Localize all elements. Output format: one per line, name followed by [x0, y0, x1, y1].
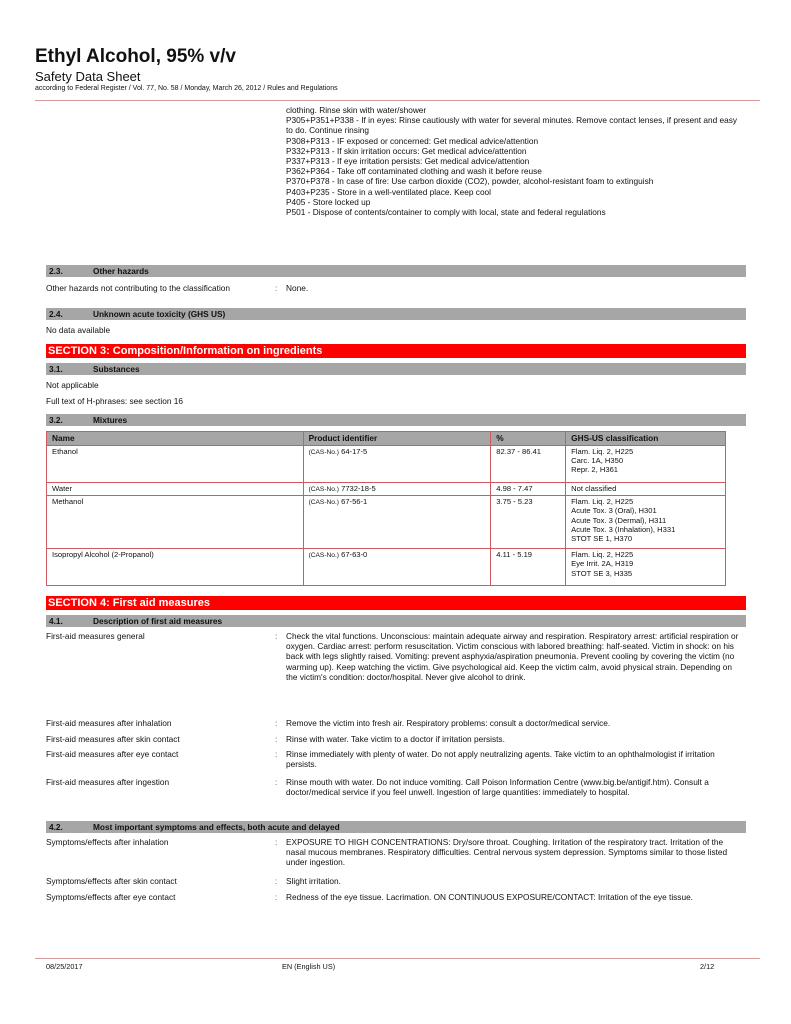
subsection-title: Unknown acute toxicity (GHS US) [93, 309, 226, 319]
subsection-title: Most important symptoms and effects, both acute and delayed [93, 822, 340, 832]
ghs-classification: Flam. Liq. 2, H225 Eye Irrit. 2A, H319 STOT SE 3, H335 [566, 549, 726, 586]
subsection-header-4-1 [46, 615, 746, 627]
cas-number: (CAS-No.) 7732-18-5 [303, 483, 491, 496]
percent-range: 4.98 - 7.47 [491, 483, 566, 496]
other-hazards-value: None. [286, 283, 309, 293]
symptoms-value: Redness of the eye tissue. Lacrimation. ON CONTINUOUS EXPOSURE/CONTACT: Irritation of the eye tissue. [286, 892, 693, 902]
first-aid-label: First-aid measures after ingestion [46, 777, 170, 787]
p-statement: P337+P313 - If eye irritation persists: Get medical advice/attention [286, 156, 530, 167]
ingredient-name: Isopropyl Alcohol (2-Propanol) [47, 549, 304, 586]
colon-separator: : [275, 749, 278, 759]
other-hazards-label: Other hazards not contributing to the classification [46, 283, 231, 293]
symptoms-value: Slight irritation. [286, 876, 341, 886]
ghs-classification: Flam. Liq. 2, H225 Carc. 1A, H350 Repr. 2, H361 [566, 446, 726, 483]
subsection-number: 3.1. [49, 364, 63, 374]
footer-divider [35, 958, 760, 959]
column-header-identifier: Product identifier [303, 432, 491, 446]
subsection-number: 4.2. [49, 822, 63, 832]
cas-number: (CAS-No.) 67-63-0 [303, 549, 491, 586]
cas-number: (CAS-No.) 64-17-5 [303, 446, 491, 483]
page-header [35, 46, 760, 93]
ghs-classification: Not classified [566, 483, 726, 496]
table-row [47, 446, 726, 483]
first-aid-value: Rinse immediately with plenty of water. Do not apply neutralizing agents. Take victim to an ophthalmologist if irritation persists. [286, 749, 715, 770]
subsection-header-4-2 [46, 821, 746, 833]
first-aid-value: Rinse with water. Take victim to a doctor if irritation persists. [286, 734, 505, 744]
p-statement: P308+P313 - IF exposed or concerned: Get medical advice/attention [286, 135, 539, 146]
subsection-number: 2.3. [49, 266, 63, 276]
symptoms-label: Symptoms/effects after skin contact [46, 876, 177, 886]
subsection-header-2-4 [46, 308, 746, 320]
cas-number: (CAS-No.) 67-56-1 [303, 496, 491, 549]
header-divider [35, 100, 760, 101]
first-aid-label: First-aid measures after inhalation [46, 718, 172, 728]
subsection-header-2-3 [46, 265, 746, 277]
section-3-header: SECTION 3: Composition/Information on ingredients [46, 344, 746, 358]
subsection-number: 3.2. [49, 415, 63, 425]
column-header-ghs: GHS-US classification [566, 432, 726, 446]
first-aid-value: Check the vital functions. Unconscious: maintain adequate airway and respiration. Respiratory arrest: artificial respiration or oxygen. Cardiac arrest: perform resuscitation. Victim conscious with labored breathing: half-seated. Victim in shock: on his back with legs slightly raised. Vomiting: prevent asphyxia/aspiration pneumonia. Prevent cooling by covering the victim (no warming up). Keep watching the victim. Give psychological aid. Keep the victim calm, avoid physical strain. Depending on the victim's condition: doctor/hospital. Never give alcohol to drink. [286, 631, 739, 682]
first-aid-label: First-aid measures after eye contact [46, 749, 179, 759]
colon-separator: : [275, 876, 278, 886]
symptoms-label: Symptoms/effects after inhalation [46, 837, 169, 847]
regulation-reference: according to Federal Register / Vol. 77, No. 58 / Monday, March 26, 2012 / Rules and Regulations [35, 85, 338, 92]
p-statement: P405 - Store locked up [286, 196, 371, 207]
first-aid-label: First-aid measures after skin contact [46, 734, 180, 744]
ingredient-name: Methanol [47, 496, 304, 549]
first-aid-value: Rinse mouth with water. Do not induce vomiting. Call Poison Information Centre (www.big.be/antigif.htm). Consult a doctor/medical service if you feel unwell. Ingestion of large quantities: immediately to hospital. [286, 777, 709, 798]
subsection-header-3-1 [46, 363, 746, 375]
colon-separator: : [275, 734, 278, 744]
p-statement: P305+P351+P338 - If in eyes: Rinse cautiously with water for several minutes. Remove contact lenses, if present and easy to do. Continue rinsing [286, 115, 738, 136]
table-row [47, 549, 726, 586]
p-statement: P403+P235 - Store in a well-ventilated place. Keep cool [286, 186, 492, 197]
percent-range: 3.75 - 5.23 [491, 496, 566, 549]
p-statement: clothing. Rinse skin with water/shower [286, 105, 427, 115]
document-subtitle: Safety Data Sheet [35, 69, 141, 84]
symptoms-value: EXPOSURE TO HIGH CONCENTRATIONS: Dry/sore throat. Coughing. Irritation of the respiratory tract. Irritation of the nasal mucous membranes. Respiratory difficulties. Central nervous system depression. Symptoms similar to those listed under ingestion. [286, 837, 728, 868]
percent-range: 82.37 - 86.41 [491, 446, 566, 483]
p-statement: P370+P378 - In case of fire: Use carbon dioxide (CO2), powder, alcohol-resistant foam to extinguish [286, 176, 654, 187]
first-aid-label: First-aid measures general [46, 631, 145, 641]
table-row [47, 496, 726, 549]
ingredient-name: Ethanol [47, 446, 304, 483]
table-header-row [47, 432, 726, 446]
precautionary-statements [286, 105, 746, 217]
subsection-number: 4.1. [49, 616, 63, 626]
section-4-header: SECTION 4: First aid measures [46, 596, 746, 610]
substances-text: Not applicable [46, 380, 99, 390]
colon-separator: : [275, 837, 278, 847]
subsection-header-3-2 [46, 414, 746, 426]
colon-separator: : [275, 777, 278, 787]
ingredient-name: Water [47, 483, 304, 496]
acute-toxicity-text: No data available [46, 325, 111, 335]
colon-separator: : [275, 718, 278, 728]
mixtures-table [46, 431, 726, 586]
footer-date: 08/25/2017 [46, 962, 83, 971]
percent-range: 4.11 - 5.19 [491, 549, 566, 586]
subsection-title: Description of first aid measures [93, 616, 223, 626]
footer-language: EN (English US) [282, 962, 336, 971]
symptoms-label: Symptoms/effects after eye contact [46, 892, 176, 902]
subsection-number: 2.4. [49, 309, 63, 319]
colon-separator: : [275, 892, 278, 902]
first-aid-value: Remove the victim into fresh air. Respiratory problems: consult a doctor/medical service. [286, 718, 611, 728]
subsection-title: Other hazards [93, 266, 149, 276]
table-row [47, 483, 726, 496]
footer-page-number: 2/12 [700, 962, 715, 971]
subsection-title: Mixtures [93, 415, 128, 425]
h-phrases-note: Full text of H-phrases: see section 16 [46, 396, 183, 406]
colon-separator: : [275, 283, 278, 293]
column-header-name: Name [47, 432, 304, 446]
subsection-title: Substances [93, 364, 140, 374]
p-statement: P362+P364 - Take off contaminated clothing and wash it before reuse [286, 166, 542, 177]
colon-separator: : [275, 631, 278, 641]
p-statement: P501 - Dispose of contents/container to comply with local, state and federal regulations [286, 207, 606, 218]
document-title: Ethyl Alcohol, 95% v/v [35, 46, 236, 67]
ghs-classification: Flam. Liq. 2, H225 Acute Tox. 3 (Oral), H301 Acute Tox. 3 (Dermal), H311 Acute Tox. 3 (Inhalation), H331 STOT SE 1, H370 [566, 496, 726, 549]
p-statement: P332+P313 - If skin irritation occurs: Get medical advice/attention [286, 145, 527, 156]
column-header-percent: % [491, 432, 566, 446]
